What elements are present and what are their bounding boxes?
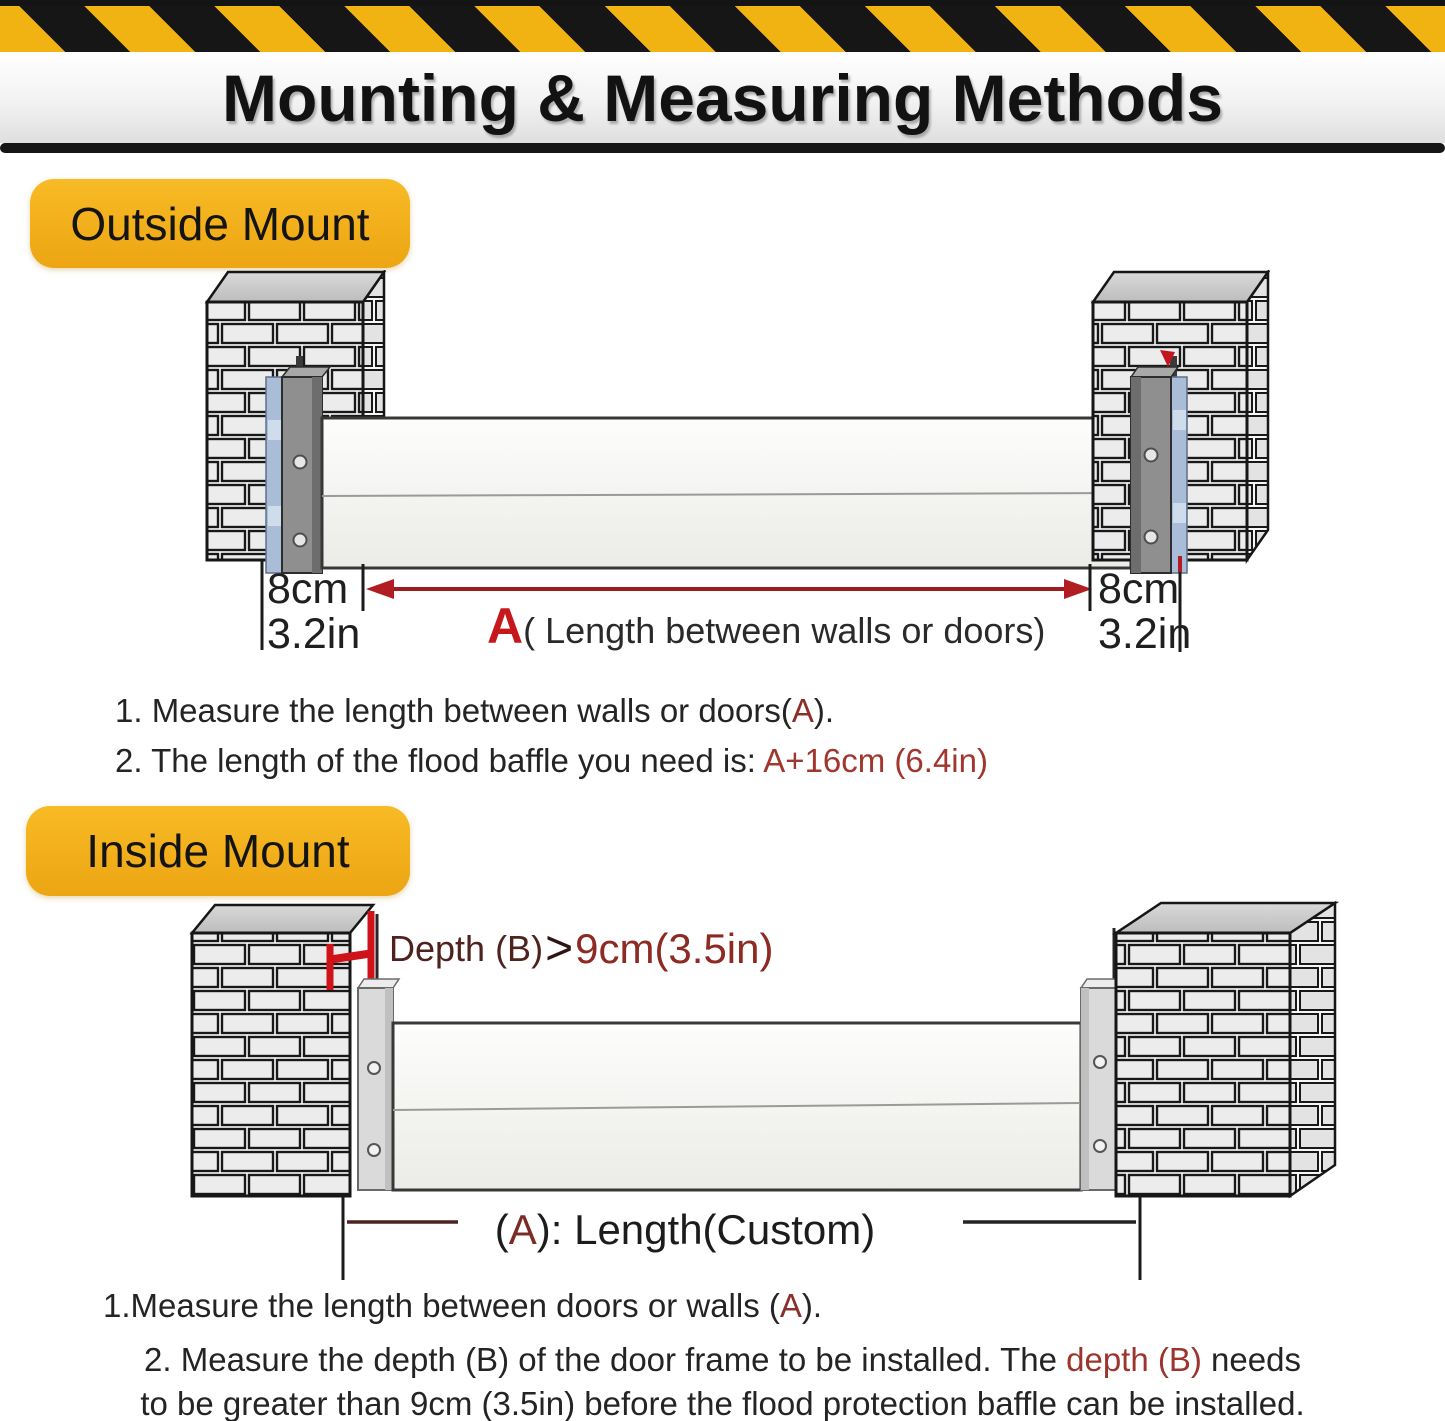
right-offset-cm: 8cm bbox=[1098, 565, 1180, 613]
outside-mount-label bbox=[30, 179, 410, 268]
inside-mount-label bbox=[26, 806, 410, 896]
left-offset-in: 3.2in bbox=[267, 610, 361, 658]
custom-length-rest: ): Length(Custom) bbox=[536, 1206, 876, 1253]
inside-step-1-suffix: ). bbox=[801, 1287, 823, 1324]
custom-length-label bbox=[455, 1206, 915, 1254]
length-a-letter: A bbox=[487, 598, 524, 654]
outside-step-1-highlight: A bbox=[791, 692, 814, 729]
banner-bottom-bar bbox=[0, 143, 1445, 153]
arrow-head-left-icon bbox=[366, 579, 394, 599]
page-title: Mounting & Measuring Methods bbox=[222, 60, 1223, 135]
inside-mount-label-text: Inside Mount bbox=[86, 825, 350, 877]
left-offset-dimension bbox=[267, 567, 360, 657]
depth-b-label bbox=[389, 921, 774, 976]
left-offset-cm: 8cm bbox=[267, 565, 349, 613]
right-offset-in: 3.2in bbox=[1098, 610, 1192, 658]
left-mounting-bracket bbox=[266, 356, 330, 573]
inside-step-2-prefix: 2. Measure the depth (B) of the door frame to be installed. The bbox=[144, 1341, 1067, 1378]
flood-barrier-panel bbox=[322, 418, 1131, 568]
inside-step-1-text: 1.Measure the length between doors or walls ( bbox=[103, 1287, 780, 1324]
caution-stripes bbox=[0, 6, 1445, 52]
flood-barrier-panel bbox=[393, 1023, 1081, 1190]
outside-step-1-suffix: ). bbox=[813, 692, 835, 729]
right-brick-pillar bbox=[1116, 903, 1335, 1196]
title-band bbox=[0, 52, 1445, 143]
inside-step-2-suffix: needs bbox=[1201, 1341, 1301, 1378]
outside-mount-label-text: Outside Mount bbox=[70, 197, 370, 250]
right-offset-dimension bbox=[1098, 567, 1191, 657]
inside-step-1-highlight: A bbox=[779, 1287, 802, 1324]
right-mounting-bracket bbox=[1131, 350, 1187, 573]
inside-step-2-highlight: depth (B) bbox=[1066, 1341, 1202, 1378]
inside-step-2-line1 bbox=[0, 1338, 1445, 1382]
custom-length-letter: A bbox=[508, 1206, 537, 1253]
outside-step-2 bbox=[115, 742, 988, 780]
inside-step-2 bbox=[0, 1338, 1445, 1421]
length-a-label bbox=[487, 597, 1045, 655]
depth-b-value: 9cm(3.5in) bbox=[575, 924, 774, 972]
outside-step-2-highlight: A+16cm (6.4in) bbox=[763, 742, 988, 779]
custom-length-open: ( bbox=[494, 1206, 509, 1253]
greater-than-symbol: > bbox=[545, 922, 574, 975]
length-a-text: ( Length between walls or doors) bbox=[523, 610, 1046, 651]
outside-step-2-text: 2. The length of the flood baffle you need is: bbox=[115, 742, 764, 779]
arrow-head-right-icon bbox=[1064, 579, 1092, 599]
inside-step-1 bbox=[103, 1287, 822, 1325]
outside-step-1-text: 1. Measure the length between walls or doors( bbox=[115, 692, 792, 729]
depth-b-prefix: Depth (B) bbox=[389, 927, 544, 969]
outside-step-1 bbox=[115, 692, 834, 730]
inside-step-2-line2: to be greater than 9cm (3.5in) before the flood protection baffle can be installed. bbox=[140, 1385, 1305, 1421]
left-brick-pillar bbox=[192, 905, 373, 1196]
